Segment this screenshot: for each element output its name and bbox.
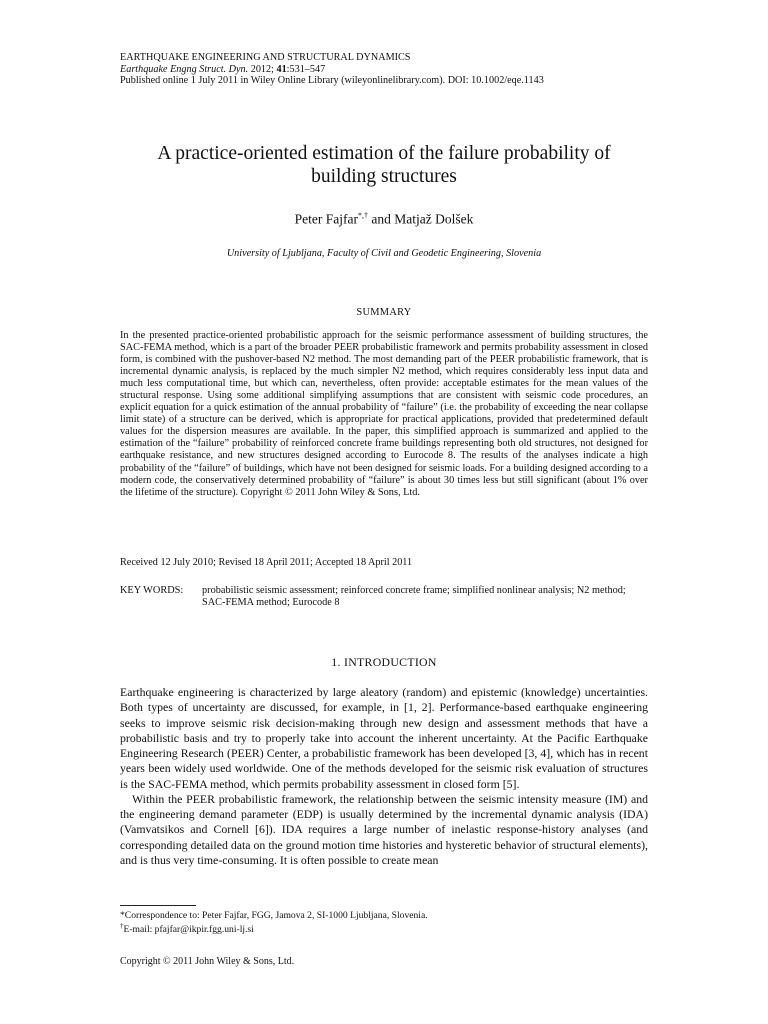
paragraph-1: Earthquake engineering is characterized by large aleatory (random) and epistemic (knowledge) uncertainties. Both types of uncertainty are discussed, for example, in [1, 2]. Performance-based earthquake engineering seeks to improve seismic risk decision-making through new design and assessment methods that have a probabilistic basis and try to properly take into account the inherent uncertainty. At the Pacific Earthquake Engineering Research (PEER) Center, a probabilistic framework has been developed [3, 4], which has in recent years been widely used worldwide. One of the methods developed for the seismic risk evaluation of structures is the SAC-FEMA method, which permits probability assessment in closed form [5]. (120, 685, 648, 791)
received-dates: Received 12 July 2010; Revised 18 April 2011; Accepted 18 April 2011 (120, 557, 413, 568)
affiliation: University of Ljubljana, Faculty of Civil and Geodetic Engineering, Slovenia (226, 248, 542, 259)
footnote-correspondence: *Correspondence to: Peter Fajfar, FGG, Jamova 2, SI-1000 Ljubljana, Slovenia. (120, 910, 428, 921)
journal-volume: 41 (276, 63, 287, 75)
keywords-label: KEY WORDS: (120, 585, 184, 596)
summary-heading: SUMMARY (356, 307, 412, 318)
authors (100, 211, 668, 228)
title-line-1: A practice-oriented estimation of the failure probability of (157, 143, 611, 164)
keywords-text: probabilistic seismic assessment; reinforced concrete frame; simplified nonlinear analysis; N2 method; SAC-FEMA method; Eurocode 8 (202, 585, 626, 609)
keywords (120, 585, 648, 610)
journal-pages: :531–547 (286, 63, 326, 75)
journal-citation (120, 64, 544, 76)
journal-year: 2012; (250, 63, 274, 75)
footnote-email: †E-mail: pfajfar@ikpir.fgg.uni-lj.si (120, 922, 254, 936)
paragraph-2: Within the PEER probabilistic framework, the relationship between the seismic intensity measure (IM) and the engineering demand parameter (EDP) is usually determined by the incremental dynamic analysis (IDA) (Vamvatsikos and Cornell [6]). IDA requires a large number of inelastic response-history analyses (and corresponding detailed data on the ground motion time histories and hysteretic behavior of structural elements), and is thus very time-consuming. It is often possible to create mean (120, 791, 648, 867)
footnote-rule (120, 905, 196, 906)
journal-header (120, 52, 544, 87)
section-heading-introduction: 1. INTRODUCTION (331, 655, 437, 669)
paper-title (100, 142, 668, 188)
footnotes (120, 910, 428, 935)
author-1: Peter Fajfar (294, 211, 358, 227)
copyright-line: Copyright © 2011 John Wiley & Sons, Ltd. (120, 956, 295, 967)
journal-abbrev: Earthquake Engng Struct. Dyn. (120, 63, 249, 75)
abstract: In the presented practice-oriented probabilistic approach for the seismic performance assessment of building structures, the SAC-FEMA method, which is a part of the broader PEER probabilistic framework and permits probability assessment in closed form, is combined with the pushover-based N2 method. The most demanding part of the PEER probabilistic framework, that is incremental dynamic analysis, is replaced by the much simpler N2 method, which requires considerably less input data and much less computational time, but which can, nevertheless, often provide: acceptable estimates for the mean values of the structural response. Using some additional simplifying assumptions that are consistent with seismic code procedures, an explicit equation for a quick estimation of the annual probability of “failure” (i.e. the probability of exceeding the near collapse limit state) of a structure can be derived, which is appropriate for practical applications, provided that predetermined default values for the dispersion measures are available. In the paper, this simplified approach is summarized and applied to the estimation of the “failure” probability of reinforced concrete frame buildings representing both old structures, not designed for earthquake resistance, and new structures designed according to Eurocode 8. The results of the analyses indicate a high probability of the “failure” of buildings, which have not been designed for seismic loads. For a building designed according to a modern code, the conservatively determined probability of “failure” is about 30 times less but still significant (about 1% over the lifetime of the structure). Copyright © 2011 John Wiley & Sons, Ltd. (120, 330, 648, 498)
title-line-2: building structures (311, 166, 457, 187)
journal-name: EARTHQUAKE ENGINEERING AND STRUCTURAL DYNAMICS (120, 52, 411, 63)
author-2: and Matjaž Dolšek (371, 211, 474, 227)
author-1-marks: *,† (358, 211, 368, 220)
body-text (120, 685, 648, 868)
journal-published-line: Published online 1 July 2011 in Wiley Online Library (wileyonlinelibrary.com). DOI: 10.1002/eqe.1143 (120, 75, 544, 87)
